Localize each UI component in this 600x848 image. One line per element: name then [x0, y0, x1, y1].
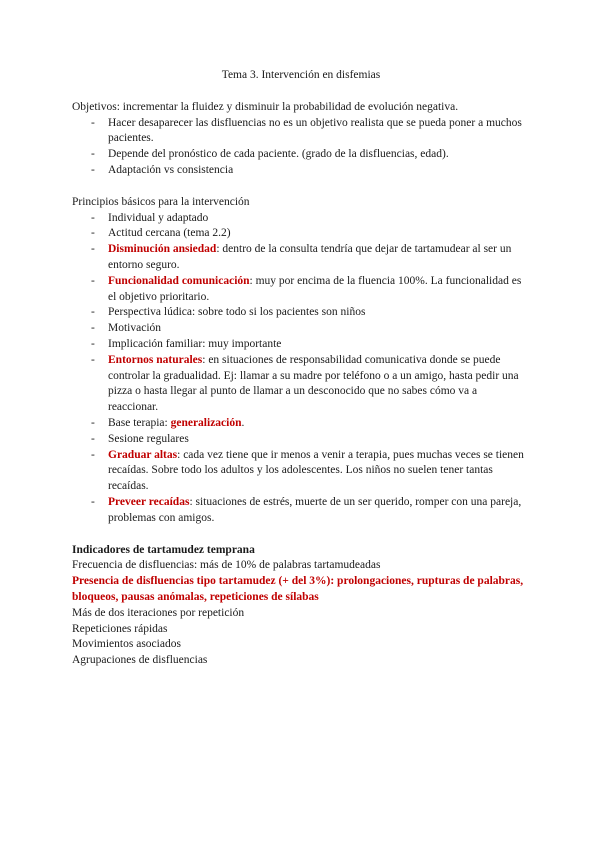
list-item: - Depende del pronóstico de cada paciente. (grado de la disfluencias, edad). — [72, 147, 530, 163]
list-item: - Perspectiva lúdica: sobre todo si los pacientes son niños — [72, 305, 530, 321]
principios-list — [72, 211, 530, 527]
principios-heading: Principios básicos para la intervención — [72, 195, 250, 208]
indicator-line: Más de dos iteraciones por repetición — [72, 606, 245, 619]
page-title: Tema 3. Intervención en disfemias — [221, 69, 381, 81]
list-item: - Individual y adaptado — [72, 211, 530, 227]
highlight-term: generalización — [170, 416, 242, 429]
highlight-term: Funcionalidad comunicación — [108, 274, 250, 287]
indicator-line: Movimientos asociados — [72, 638, 181, 651]
objetivos-section — [72, 100, 530, 179]
principios-section — [72, 195, 530, 527]
list-item: - Hacer desaparecer las disfluencias no es un objetivo realista que se pueda poner a muchos pacientes. — [72, 116, 530, 148]
frecuencia-line: Frecuencia de disfluencias: más de 10% de palabras tartamudeadas — [72, 559, 381, 572]
list-item: - Graduar altas: cada vez tiene que ir menos a venir a terapia, pues muchas veces se tienen recaídas. Sobre todo los adultos y los adolescentes. Los niños no suelen tener tantas recaídas. — [72, 448, 530, 495]
list-item: - Entornos naturales: en situaciones de responsabilidad comunicativa donde se puede controlar la gradualidad. Ej: llamar a su madre por teléfono o a un amigo, hasta pedir una pizza o hasta llegar al punto de llamar a un desconocido que no sabes cómo va a reaccionar. — [72, 353, 530, 416]
indicator-line: Repeticiones rápidas — [72, 622, 168, 635]
indicadores-heading: Indicadores de tartamudez temprana — [72, 543, 255, 556]
list-item: - Actitud cercana (tema 2.2) — [72, 226, 530, 242]
list-item: - Adaptación vs consistencia — [72, 163, 530, 179]
list-item: - Implicación familiar: muy importante — [72, 337, 530, 353]
list-item: - Base terapia: generalización. — [72, 416, 530, 432]
objetivos-heading: Objetivos: incrementar la fluidez y disminuir la probabilidad de evolución negativa. — [72, 100, 459, 113]
highlight-term: Preveer recaídas — [108, 495, 190, 508]
highlight-term: Graduar altas — [108, 448, 178, 461]
objetivos-list — [72, 116, 530, 179]
indicadores-section — [72, 543, 530, 669]
list-item: - Funcionalidad comunicación: muy por encima de la fluencia 100%. La funcionalidad es el objetivo prioritario. — [72, 274, 530, 306]
highlight-term: Entornos naturales — [108, 353, 203, 366]
indicator-line: Agrupaciones de disfluencias — [72, 654, 208, 667]
list-item: - Sesione regulares — [72, 432, 530, 448]
list-item: - Disminución ansiedad: dentro de la consulta tendría que dejar de tartamudear al ser un entorno seguro. — [72, 242, 530, 274]
highlight-term: Disminución ansiedad — [108, 243, 217, 256]
list-item: - Motivación — [72, 321, 530, 337]
presencia-line: Presencia de disfluencias tipo tartamudez (+ del 3%): prolongaciones, rupturas de palabras, bloqueos, pausas anómalas, repeticiones de sílabas — [72, 575, 524, 603]
list-item: - Preveer recaídas: situaciones de estrés, muerte de un ser querido, romper con una pareja, problemas con amigos. — [72, 495, 530, 527]
